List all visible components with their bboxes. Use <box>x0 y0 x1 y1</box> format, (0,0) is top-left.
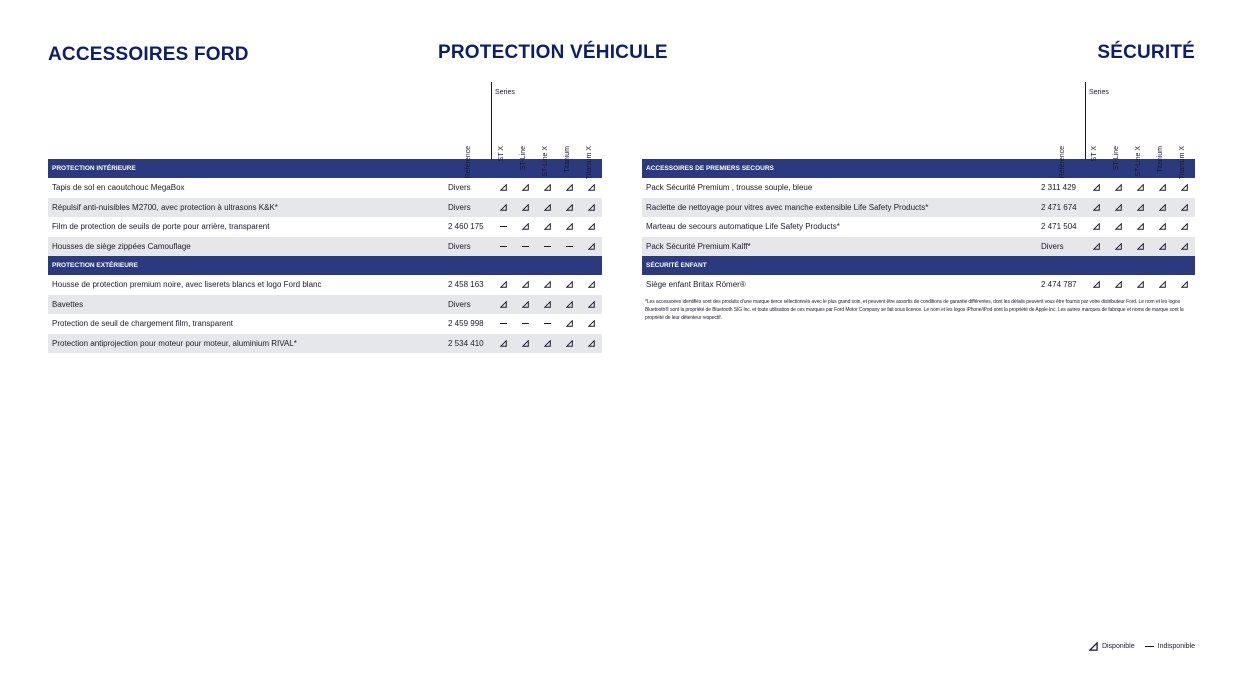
available-icon <box>520 295 530 315</box>
available-icon <box>564 217 574 237</box>
available-icon <box>1179 198 1189 218</box>
column-variant: Titanium <box>564 146 571 173</box>
column-variant: Titanium <box>1157 146 1164 173</box>
available-icon <box>1113 178 1123 198</box>
row-reference: 2 460 175 <box>448 222 484 231</box>
unavailable-icon <box>520 314 530 334</box>
series-divider <box>491 82 492 159</box>
column-variant: ST-Line X <box>542 146 549 177</box>
available-icon <box>1179 178 1189 198</box>
table-row <box>48 295 602 315</box>
row-reference: 2 534 410 <box>448 338 484 348</box>
available-icon <box>1157 275 1167 295</box>
available-icon <box>542 275 552 295</box>
table-row <box>642 275 1195 295</box>
row-reference: 2 458 163 <box>448 280 484 289</box>
unavailable-icon <box>1145 646 1154 647</box>
available-icon <box>542 178 552 198</box>
available-icon <box>498 334 508 354</box>
available-icon <box>586 334 596 354</box>
available-icon <box>586 295 596 315</box>
available-icon <box>1157 217 1167 237</box>
unavailable-icon <box>520 237 530 257</box>
available-icon <box>520 334 530 354</box>
row-description: Housses de siège zippées Camouflage <box>52 241 191 251</box>
table-row <box>48 314 602 334</box>
available-icon <box>542 334 552 354</box>
available-icon <box>586 275 596 295</box>
available-icon <box>1157 178 1167 198</box>
legend-unavailable-label: Indisponible <box>1157 643 1195 650</box>
securite-table <box>642 82 1195 295</box>
available-icon <box>1135 237 1145 257</box>
row-reference: 2 474 787 <box>1041 280 1077 289</box>
available-icon <box>564 178 574 198</box>
available-icon <box>564 295 574 315</box>
available-icon <box>1135 178 1145 198</box>
available-icon <box>542 217 552 237</box>
row-reference: Divers <box>448 241 471 251</box>
column-variant: ST X <box>498 146 505 162</box>
row-reference: 2 459 998 <box>448 319 484 328</box>
table-row <box>48 178 602 198</box>
unavailable-icon <box>498 237 508 257</box>
unavailable-icon <box>498 217 508 237</box>
available-icon <box>498 198 508 218</box>
row-reference: Divers <box>1041 241 1064 251</box>
row-description: Film de protection de seuils de porte pour arrière, transparent <box>52 222 270 231</box>
row-description: Housse de protection premium noire, avec liserets blancs et logo Ford blanc <box>52 280 322 289</box>
section-header: SÉCURITÉ ENFANT <box>642 256 1195 275</box>
available-icon <box>586 237 596 257</box>
available-icon <box>1179 275 1189 295</box>
available-icon <box>564 275 574 295</box>
available-icon <box>1179 217 1189 237</box>
protection-table <box>48 82 602 353</box>
series-label: Series <box>495 89 515 96</box>
row-reference: Divers <box>448 299 471 309</box>
section-header: PROTECTION INTÉRIEURE <box>48 159 602 178</box>
column-variant: ST X <box>1091 146 1098 162</box>
table-row <box>48 237 602 257</box>
available-icon <box>520 178 530 198</box>
table-row <box>642 217 1195 237</box>
available-icon <box>1113 198 1123 218</box>
table-row <box>48 217 602 237</box>
table-row <box>642 178 1195 198</box>
row-description: Répulsif anti-nuisibles M2700, avec protection à ultrasons K&K* <box>52 202 278 212</box>
available-icon <box>520 217 530 237</box>
available-icon <box>498 275 508 295</box>
available-icon <box>520 275 530 295</box>
row-description: Siège enfant Britax Römer® <box>646 280 746 289</box>
table-row <box>642 237 1195 257</box>
available-icon <box>1157 237 1167 257</box>
page-title-protection: PROTECTION VÉHICULE <box>438 42 668 63</box>
row-description: Protection antiprojection pour moteur pour moteur, aluminium RIVAL* <box>52 338 297 348</box>
available-icon <box>1113 275 1123 295</box>
column-variant: ST-Line <box>1113 146 1120 171</box>
available-icon <box>586 198 596 218</box>
available-icon <box>1135 217 1145 237</box>
available-icon <box>1091 275 1101 295</box>
row-reference: Divers <box>448 183 471 192</box>
legend-available-label: Disponible <box>1101 643 1135 650</box>
available-icon <box>564 198 574 218</box>
available-icon <box>520 198 530 218</box>
available-icon <box>1135 198 1145 218</box>
available-icon <box>1157 198 1167 218</box>
unavailable-icon <box>564 237 574 257</box>
available-icon <box>1113 217 1123 237</box>
available-icon <box>542 198 552 218</box>
unavailable-icon <box>542 314 552 334</box>
available-icon <box>542 295 552 315</box>
series-divider <box>1085 82 1086 159</box>
available-icon <box>1091 217 1101 237</box>
column-variant: ST-Line X <box>1135 146 1142 177</box>
row-reference: 2 471 504 <box>1041 222 1077 231</box>
row-reference: 2 311 429 <box>1041 183 1076 192</box>
series-label: Series <box>1089 89 1109 96</box>
row-description: Marteau de secours automatique Life Safety Products* <box>646 222 840 231</box>
available-icon <box>564 314 574 334</box>
available-icon <box>1089 642 1098 651</box>
row-description: Tapis de sol en caoutchouc MegaBox <box>52 183 185 192</box>
column-variant: Titanium X <box>1179 146 1186 180</box>
table-row <box>642 198 1195 218</box>
row-description: Pack Sécurité Premium , trousse souple, bleue <box>646 183 813 192</box>
row-description: Pack Sécurité Premium Kalff* <box>646 241 751 251</box>
page-title-securite: SÉCURITÉ <box>1097 42 1195 63</box>
available-icon <box>1113 237 1123 257</box>
row-description: Raclette de nettoyage pour vitres avec manche extensible Life Safety Products* <box>646 202 929 212</box>
column-reference: Référence <box>1059 146 1066 179</box>
row-description: Protection de seuil de chargement film, transparent <box>52 319 233 328</box>
table-row <box>48 275 602 295</box>
available-icon <box>498 178 508 198</box>
column-variant: ST-Line <box>520 146 527 171</box>
available-icon <box>586 217 596 237</box>
row-reference: 2 471 674 <box>1041 202 1077 212</box>
footnote: *Les accessoires identifiés sont des produits d'une marque tierce sélectionnés avec le plus grand soin, et peuvent être assortis de conditions de garantie différentes, dont les détails peuvent vous être fournis par votre distributeur Ford. Le nom et les logos Bluetooth® sont la propriété de Bluetooth SIG Inc. et toute utilisation de ces marques par Ford Motor Company se fait sous licence. Le nom et les logos iPhone/iPod sont la propriété de Apple Inc. Les autres marques de fabrique et noms de marque sont la propriété de leur détenteur respectif. <box>645 299 1184 321</box>
available-icon <box>564 334 574 354</box>
unavailable-icon <box>542 237 552 257</box>
available-icon <box>586 314 596 334</box>
row-reference: Divers <box>448 202 471 212</box>
available-icon <box>586 178 596 198</box>
legend <box>1089 642 1195 651</box>
available-icon <box>1091 237 1101 257</box>
available-icon <box>498 295 508 315</box>
section-header: ACCESSOIRES DE PREMIERS SECOURS <box>642 159 1195 178</box>
available-icon <box>1091 178 1101 198</box>
unavailable-icon <box>498 314 508 334</box>
available-icon <box>1179 237 1189 257</box>
available-icon <box>1135 275 1145 295</box>
table-row <box>48 334 602 354</box>
table-row <box>48 198 602 218</box>
available-icon <box>1091 198 1101 218</box>
row-description: Bavettes <box>52 299 84 309</box>
section-header: PROTECTION EXTÉRIEURE <box>48 256 602 275</box>
column-variant: Titanium X <box>586 146 593 180</box>
page-title-accessoires: ACCESSOIRES FORD <box>48 44 249 65</box>
column-reference: Référence <box>465 146 472 179</box>
